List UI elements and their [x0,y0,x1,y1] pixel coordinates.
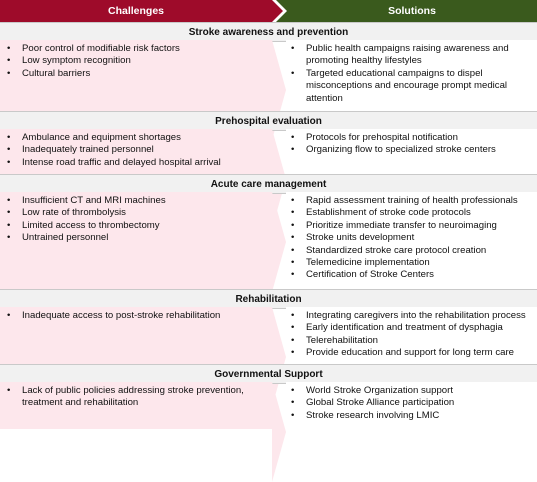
solutions-header: Solutions [388,5,436,17]
challenges-cell [0,192,272,289]
challenge-item: • Inadequately trained personnel [22,144,270,156]
solution-item: • Telerehabilitation [306,335,531,347]
solution-item: • Prioritize immediate transfer to neuroimaging [306,220,531,232]
solution-item: • Public health campaigns raising awareness and promoting healthy lifestyles [306,43,531,68]
solution-item: • Targeted educational campaigns to dispel misconceptions and encourage prompt medical attention [306,68,531,105]
challenges-arrow-tip [272,192,286,292]
section-title: Governmental Support [0,364,537,384]
solution-item: • Integrating caregivers into the rehabilitation process [306,310,531,322]
table-header [0,0,537,22]
solution-item: • Rapid assessment training of health professionals [306,195,531,207]
challenge-item: • Lack of public policies addressing stroke prevention, treatment and rehabilitation [22,385,270,410]
solution-item: • Telemedicine implementation [306,257,531,269]
challenge-item: • Limited access to thrombectomy [22,220,270,232]
challenges-cell [0,129,272,174]
section-row [0,129,537,174]
challenge-item: • Cultural barriers [22,68,270,80]
challenge-item: • Ambulance and equipment shortages [22,132,270,144]
solution-item: • Stroke units development [306,232,531,244]
challenges-arrow-tip [272,382,286,482]
solutions-cell [286,307,537,364]
section-title: Acute care management [0,174,537,194]
solution-item: • Standardized stroke care protocol creation [306,245,531,257]
challenge-item: • Untrained personnel [22,232,270,244]
solutions-cell [286,192,537,289]
challenge-item: • Intense road traffic and delayed hospital arrival [22,157,270,169]
solution-item: • Provide education and support for long term care [306,347,531,359]
solutions-cell [286,382,537,429]
section-title: Rehabilitation [0,289,537,309]
challenges-cell [0,307,272,364]
challenges-cell [0,382,272,429]
solution-item: • Global Stroke Alliance participation [306,397,531,409]
challenge-item: • Low symptom recognition [22,55,270,67]
section-title: Stroke awareness and prevention [0,22,537,42]
challenge-item: • Low rate of thrombolysis [22,207,270,219]
solution-item: • Certification of Stroke Centers [306,269,531,281]
solution-item: • Stroke research involving LMIC [306,410,531,422]
section-title: Prehospital evaluation [0,111,537,131]
solutions-cell [286,40,537,111]
solution-item: • Protocols for prehospital notification [306,132,531,144]
solution-item: • World Stroke Organization support [306,385,531,397]
section-row [0,40,537,111]
challenge-item: • Inadequate access to post-stroke rehabilitation [22,310,270,322]
solution-item: • Early identification and treatment of dysphagia [306,322,531,334]
challenge-item: • Poor control of modifiable risk factors [22,43,270,55]
section-row [0,307,537,364]
solution-item: • Organizing flow to specialized stroke centers [306,144,531,156]
section-row [0,382,537,429]
solutions-cell [286,129,537,174]
challenges-header: Challenges [107,5,165,17]
challenges-cell [0,40,272,111]
challenge-item: • Insufficient CT and MRI machines [22,195,270,207]
section-row [0,192,537,289]
solution-item: • Establishment of stroke code protocols [306,207,531,219]
